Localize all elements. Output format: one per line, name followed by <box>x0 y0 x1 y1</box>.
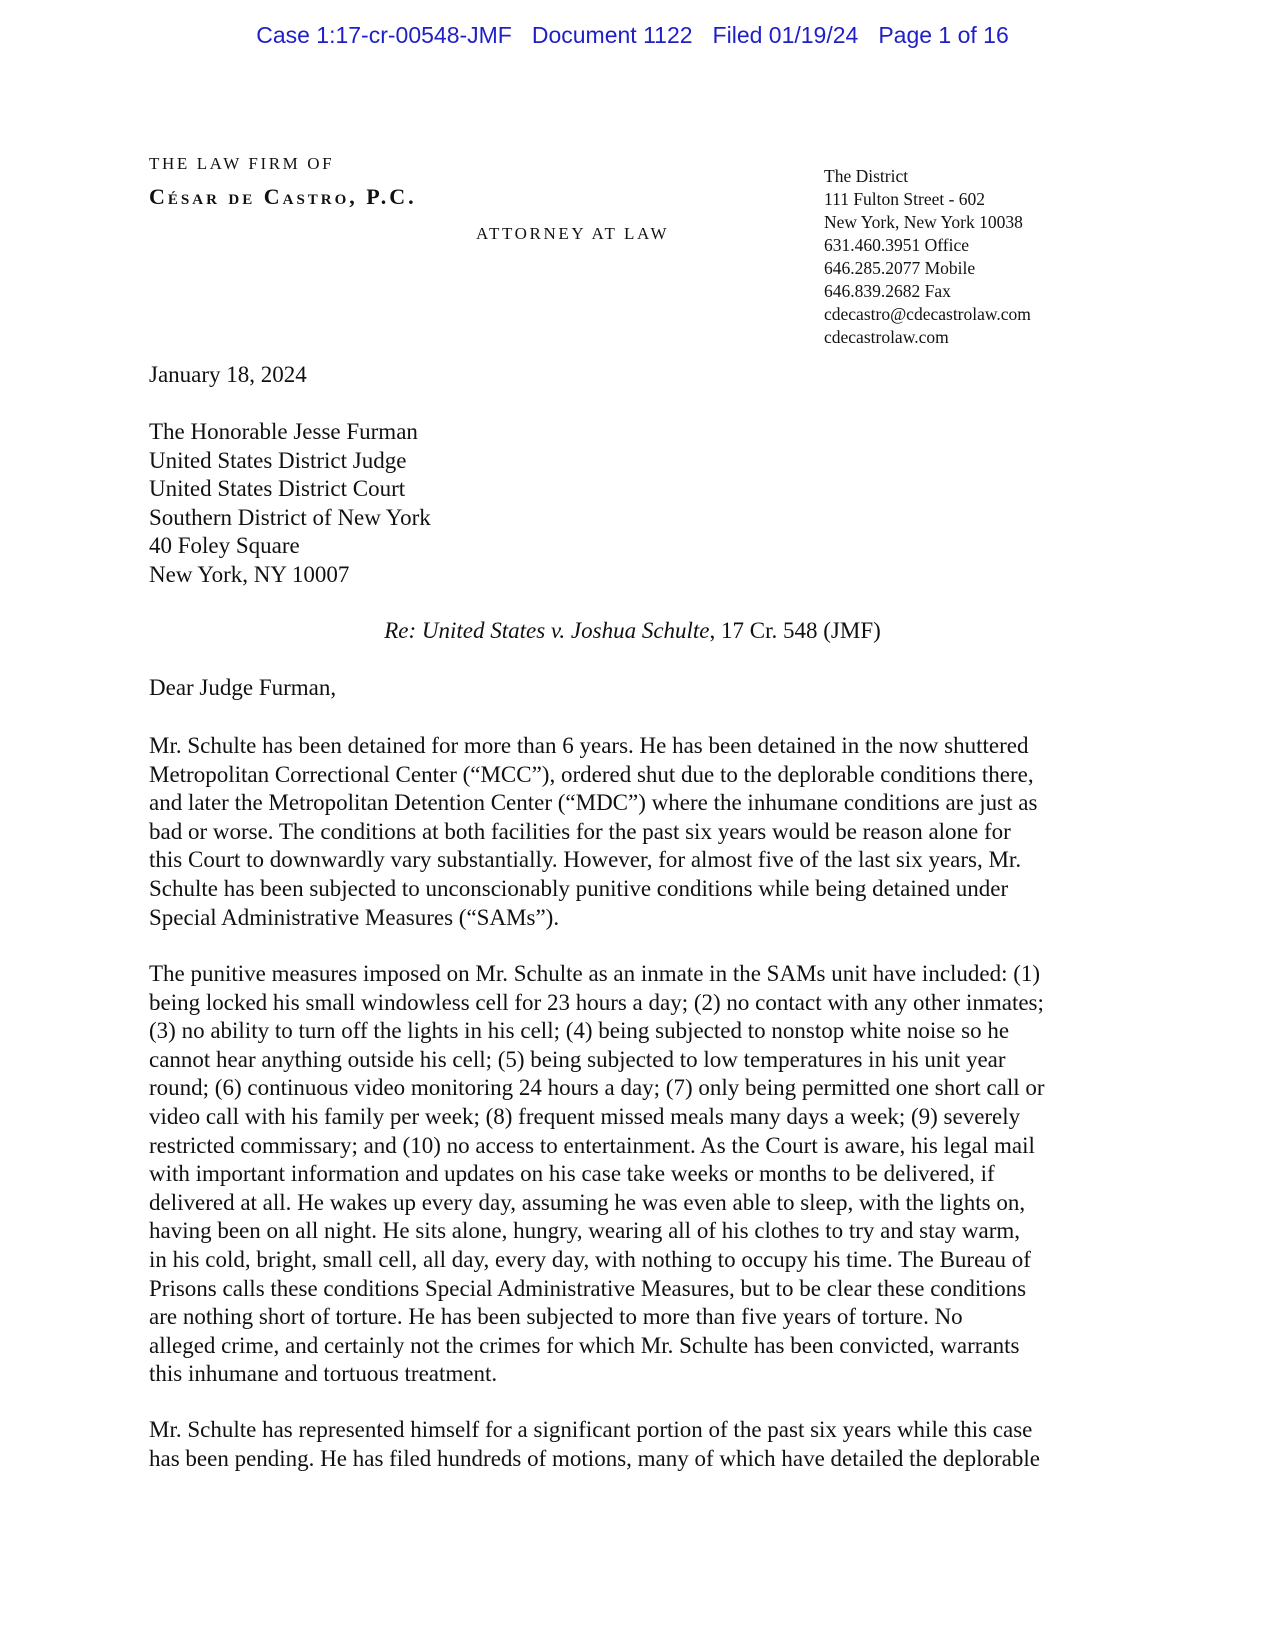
addressee-line: United States District Court <box>149 476 406 501</box>
contact-website: cdecastrolaw.com <box>824 327 949 347</box>
paragraph-line: bad or worse. The conditions at both facilities for the past six years would be reason alone for <box>149 818 1011 844</box>
paragraph-line: alleged crime, and certainly not the crimes for which Mr. Schulte has been convicted, warrants <box>149 1332 1020 1358</box>
contact-location: The District <box>824 166 909 186</box>
firm-prefix: THE LAW FIRM OF <box>149 154 335 173</box>
paragraph-line: Metropolitan Correctional Center (“MCC”), ordered shut due to the deplorable conditions there, <box>149 761 1034 787</box>
paragraph-line: (3) no ability to turn off the lights in his cell; (4) being subjected to nonstop white noise so he <box>149 1018 1010 1044</box>
paragraph-line: with important information and updates on his case take weeks or months to be delivered, if <box>149 1161 995 1187</box>
paragraph-line: being locked his small windowless cell for 23 hours a day; (2) no contact with any other inmates; <box>149 989 1044 1015</box>
body-paragraph <box>149 960 1045 1389</box>
paragraph-line: in his cold, bright, small cell, all day, every day, with nothing to occupy his time. The Bureau of <box>149 1246 1031 1272</box>
paragraph-line: Special Administrative Measures (“SAMs”). <box>149 904 560 930</box>
contact-mobile-phone: 646.285.2077 Mobile <box>824 258 976 278</box>
paragraph-line: are nothing short of torture. He has been subjected to more than five years of torture. No <box>149 1304 963 1330</box>
attorney-at-law-line: ATTORNEY AT LAW <box>476 224 670 243</box>
ecf-filing-header <box>0 22 1265 49</box>
firm-name: César de Castro, P.C. <box>149 184 417 209</box>
addressee-line: United States District Judge <box>149 447 407 473</box>
re-case-caption: Re: United States v. Joshua Schulte <box>384 618 710 643</box>
paragraph-line: cannot hear anything outside his cell; (5) being subjected to low temperatures in his unit year <box>149 1046 1006 1072</box>
contact-office-phone: 631.460.3951 Office <box>824 235 969 255</box>
addressee-line: New York, NY 10007 <box>149 561 350 587</box>
paragraph-line: delivered at all. He wakes up every day, assuming he was even able to sleep, with the lights on, <box>149 1189 1026 1215</box>
paragraph-line: round; (6) continuous video monitoring 24 hours a day; (7) only being permitted one short call or <box>149 1075 1045 1101</box>
ecf-page-number: Page 1 of 16 <box>878 22 1009 48</box>
contact-street: 111 Fulton Street - 602 <box>824 189 986 209</box>
paragraph-line: The punitive measures imposed on Mr. Schulte as an inmate in the SAMs unit have included: (1) <box>149 961 1041 986</box>
paragraph-line: restricted commissary; and (10) no access to entertainment. As the Court is aware, his legal mail <box>149 1132 1035 1158</box>
addressee-line: 40 Foley Square <box>149 533 300 558</box>
paragraph-line: Mr. Schulte has represented himself for a significant portion of the past six years while this case <box>149 1417 1033 1442</box>
letterhead-firm <box>149 154 417 210</box>
contact-fax: 646.839.2682 Fax <box>824 281 951 301</box>
paragraph-line: Prisons calls these conditions Special Administrative Measures, but to be clear these conditions <box>149 1275 1027 1301</box>
paragraph-line: video call with his family per week; (8) frequent missed meals many days a week; (9) severely <box>149 1103 1021 1129</box>
paragraph-line: this inhumane and tortuous treatment. <box>149 1361 498 1387</box>
paragraph-line: and later the Metropolitan Detention Center (“MDC”) where the inhumane conditions are just as <box>149 790 1038 816</box>
letterhead-contact-block <box>824 165 1031 349</box>
letter-date: January 18, 2024 <box>149 362 307 387</box>
ecf-case-number: Case 1:17-cr-00548-JMF <box>256 22 512 48</box>
paragraph-line: Schulte has been subjected to unconscionably punitive conditions while being detained under <box>149 875 1009 901</box>
re-case-number: , 17 Cr. 548 (JMF) <box>709 618 881 643</box>
body-paragraph <box>149 1416 1040 1473</box>
addressee-line: Southern District of New York <box>149 504 431 530</box>
salutation: Dear Judge Furman, <box>149 675 337 700</box>
re-line <box>0 618 1265 644</box>
paragraph-line: this Court to downwardly vary substantially. However, for almost five of the last six years, Mr. <box>149 847 1022 873</box>
ecf-filed-date: Filed 01/19/24 <box>712 22 859 48</box>
addressee-line: The Honorable Jesse Furman <box>149 419 418 444</box>
paragraph-line: Mr. Schulte has been detained for more than 6 years. He has been detained in the now shuttered <box>149 733 1029 758</box>
addressee-block <box>149 418 431 589</box>
ecf-document-number: Document 1122 <box>531 22 693 48</box>
paragraph-line: having been on all night. He sits alone, hungry, wearing all of his clothes to try and stay warm, <box>149 1218 1021 1244</box>
paragraph-line: has been pending. He has filed hundreds of motions, many of which have detailed the deplorable <box>149 1445 1040 1471</box>
contact-city: New York, New York 10038 <box>824 212 1023 232</box>
contact-email: cdecastro@cdecastrolaw.com <box>824 304 1031 324</box>
body-paragraph <box>149 732 1037 932</box>
